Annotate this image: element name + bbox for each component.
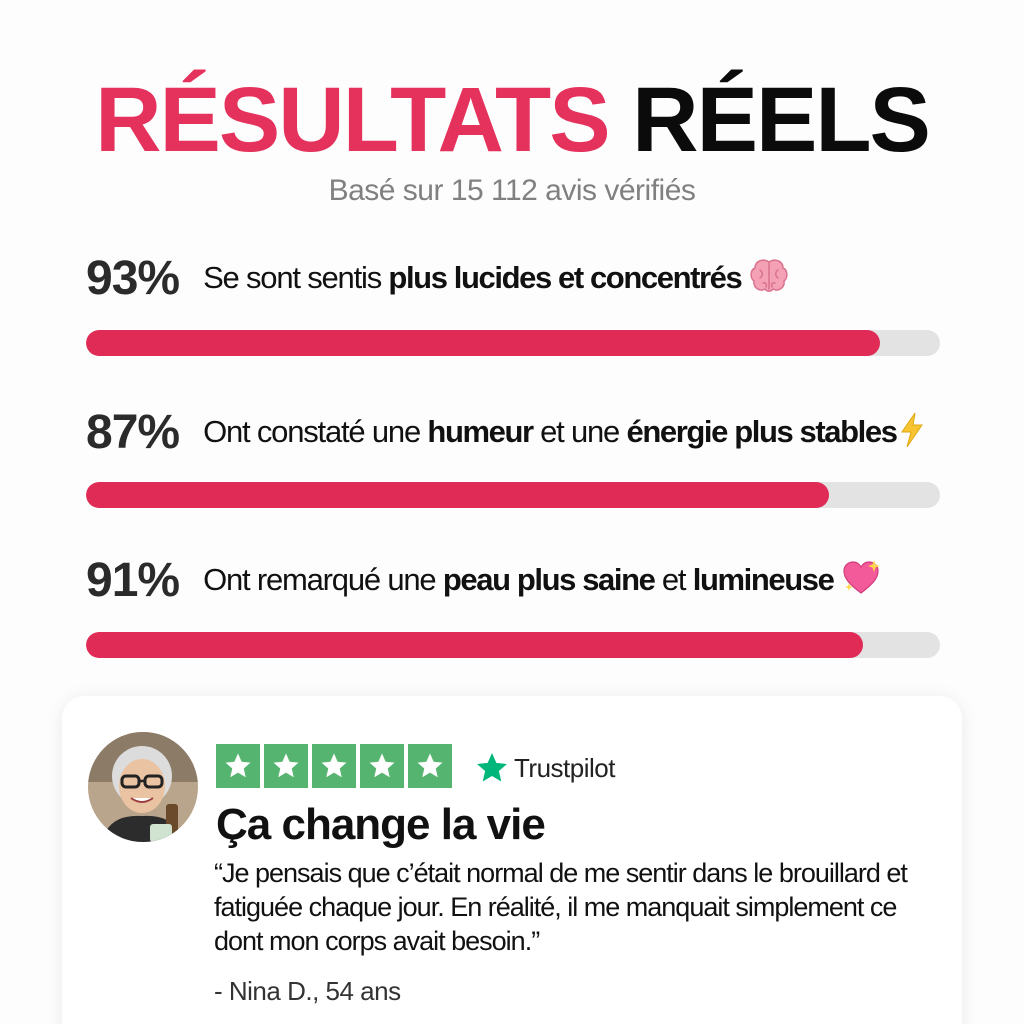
title-dark: RÉELS [632,69,929,171]
lightning-icon [899,412,925,453]
star-icon [408,744,452,788]
review-card [62,696,962,1024]
reviews-count-subtitle: Basé sur 15 112 avis vérifiés [328,174,696,207]
stat-label: Ont remarqué une peau plus saine et lumineuse [203,562,834,597]
progress-fill [86,632,863,658]
title-accent: RÉSULTATS [95,69,609,171]
trustpilot-star-icon [474,750,510,786]
trustpilot-label: Trustpilot [514,752,615,783]
progress-bar-focus [86,330,940,356]
star-rating [216,744,452,788]
page-title [0,69,1024,171]
stat-percent: 87% [86,405,180,459]
star-icon [312,744,356,788]
progress-bar-skin [86,632,940,658]
star-icon [216,744,260,788]
review-author: - Nina D., 54 ans [214,976,401,1006]
stat-percent: 91% [86,553,180,607]
star-icon [264,744,308,788]
stat-focus [86,248,966,308]
progress-fill [86,482,829,508]
sparkling-heart-icon [841,559,883,602]
brain-icon [749,258,789,299]
stat-label: Se sont sentis plus lucides et concentrés [203,260,742,295]
trustpilot-logo [474,750,615,786]
stat-percent: 93% [86,251,180,305]
review-title: Ça change la vie [216,800,545,849]
stat-skin [86,550,966,610]
star-icon [360,744,404,788]
progress-bar-mood-energy [86,482,940,508]
review-body: “Je pensais que c’était normal de me sentir dans le brouillard et fatiguée chaque jour. En réalité, il me manquait simplement ce dont mon corps avait besoin.” [214,858,907,956]
progress-fill [86,330,880,356]
stat-label: Ont constaté une humeur et une énergie plus stables [203,414,897,449]
avatar [88,732,198,842]
stat-mood-energy [86,402,966,462]
